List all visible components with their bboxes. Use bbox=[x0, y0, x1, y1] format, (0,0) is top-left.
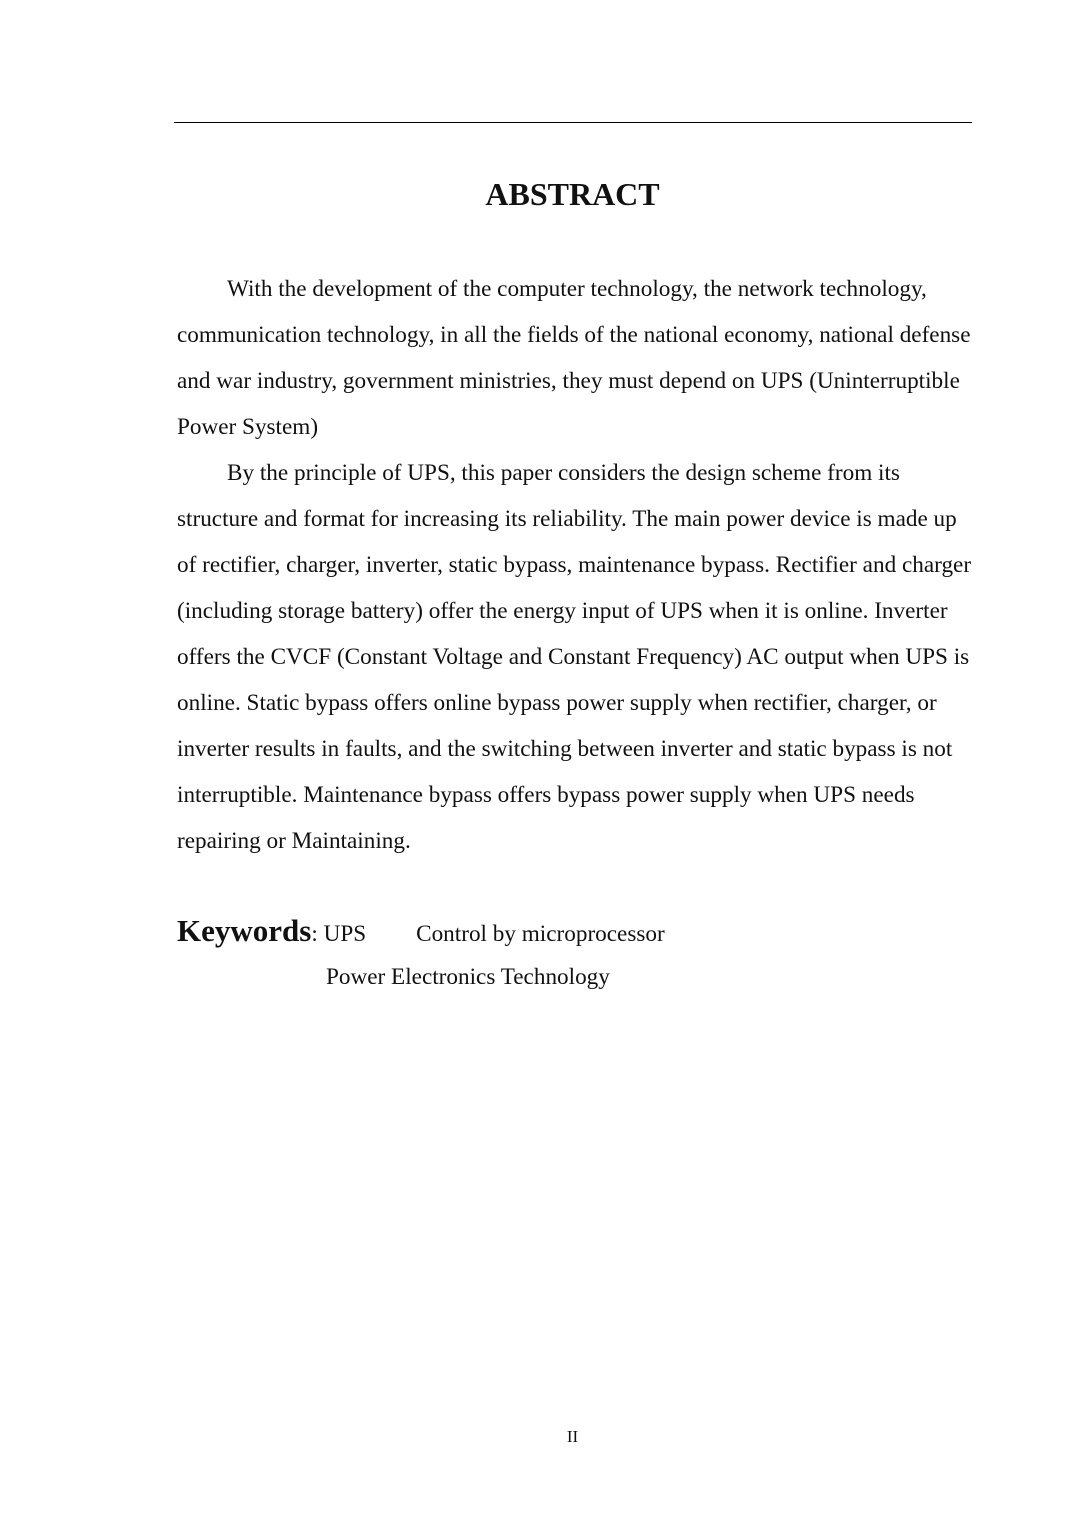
abstract-paragraph-2: By the principle of UPS, this paper considers the design scheme from its structure and format for increasing its reliability. The main power device is made up of rectifier, charger, inverter, static bypass, maintenance bypass. Rectifier and charger (including storage battery) offer the energy input of UPS when it is online. Inverter offers the CVCF (Constant Voltage and Constant Frequency) AC output when UPS is online. Static bypass offers online bypass power supply when rectifier, charger, or inverter results in faults, and the switching between inverter and static bypass is not interruptible. Maintenance bypass offers bypass power supply when UPS needs repairing or Maintaining. bbox=[177, 460, 972, 854]
abstract-title: ABSTRACT bbox=[485, 176, 660, 212]
keyword-item: Control by microprocessor bbox=[416, 921, 665, 947]
keyword-item: UPS bbox=[323, 921, 367, 947]
header-rule bbox=[174, 122, 972, 123]
page-number: II bbox=[566, 1427, 579, 1446]
abstract-body bbox=[177, 266, 973, 864]
keywords-separator: : bbox=[311, 921, 324, 947]
keyword-item: Power Electronics Technology bbox=[326, 964, 610, 990]
abstract-paragraph-1: With the development of the computer technology, the network technology, communication technology, in all the fields of the national economy, national defense and war industry, government ministries, they must depend on UPS (Uninterruptible Power System) bbox=[177, 276, 971, 440]
keywords-line-1 bbox=[177, 908, 973, 954]
keywords-section bbox=[177, 908, 973, 1000]
keywords-label: Keywords bbox=[177, 913, 312, 948]
keywords-line-2 bbox=[177, 954, 973, 1000]
